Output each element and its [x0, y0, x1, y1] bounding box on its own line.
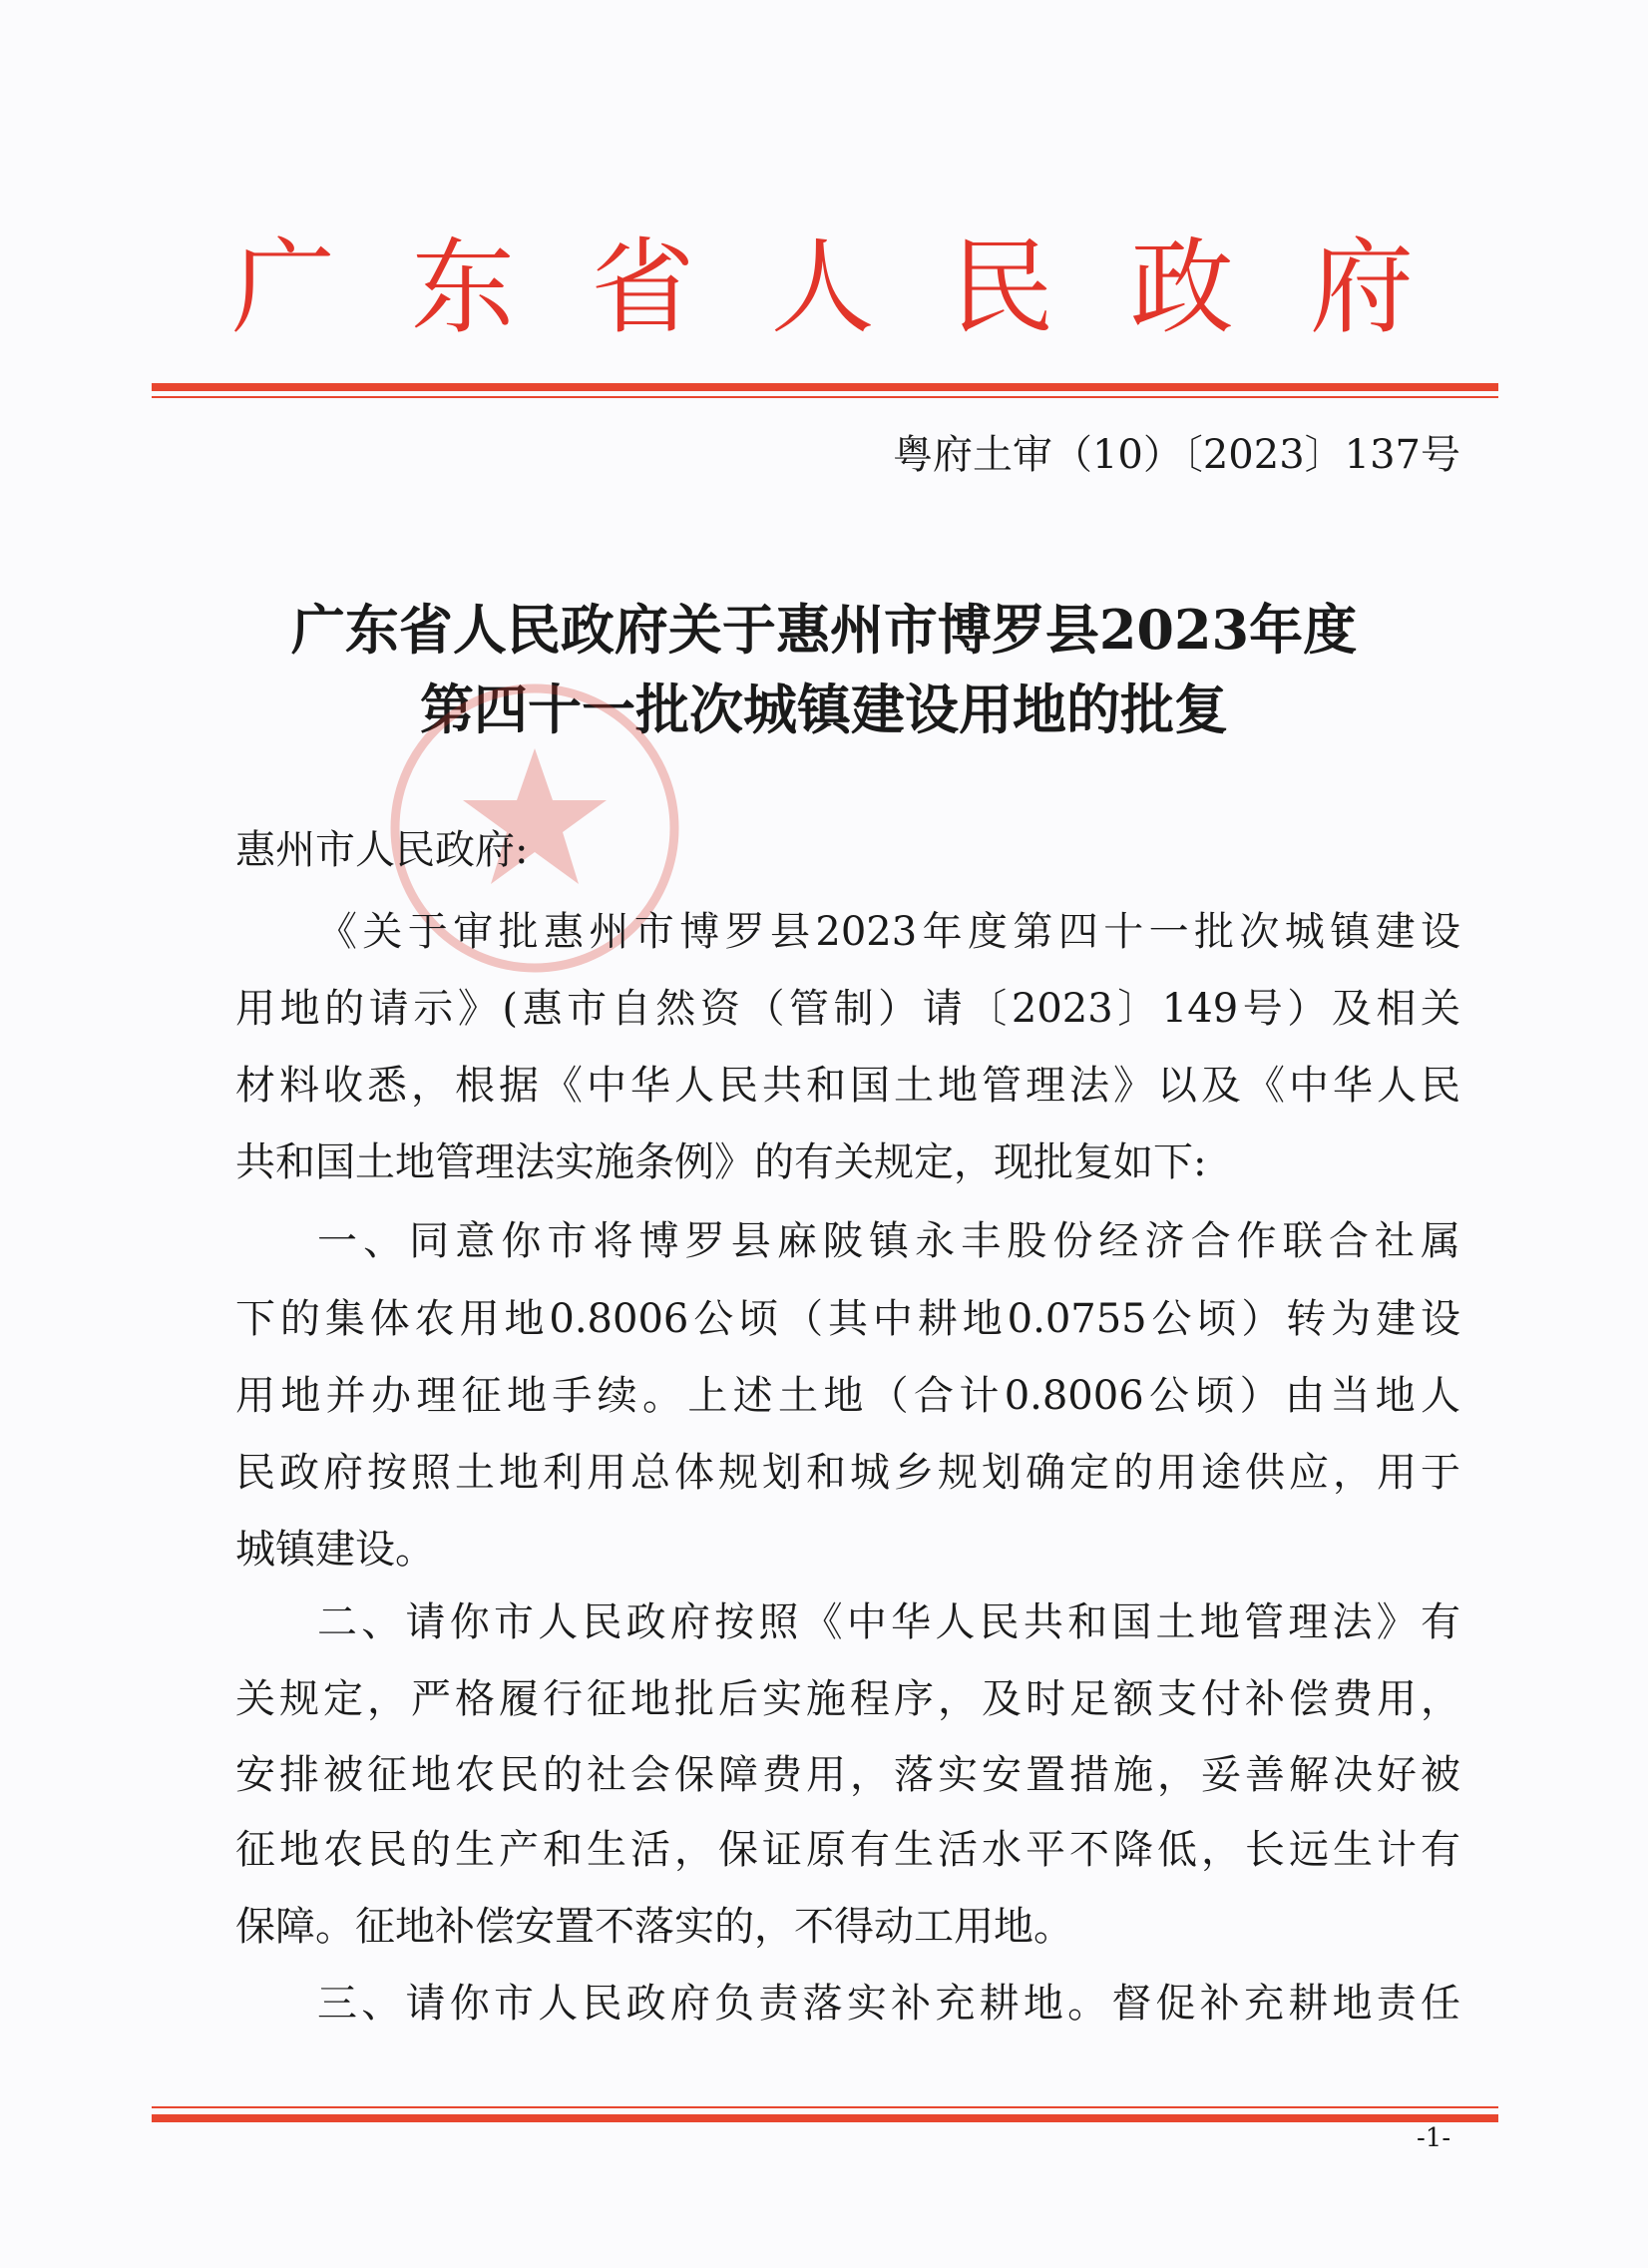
document-title-line2: 第四十一批次城镇建设用地的批复: [420, 678, 1228, 741]
body-line: 材料收悉，根据《中华人民共和国土地管理法》以及《中华人民: [235, 1063, 1460, 1109]
body-line: 民政府按照土地利用总体规划和城乡规划确定的用途供应，用于: [235, 1450, 1460, 1496]
header-char: 政: [1129, 227, 1234, 348]
body-line: 关规定，严格履行征地批后实施程序，及时足额支付补偿费用，: [235, 1676, 1460, 1722]
issuer-header: [231, 227, 1414, 347]
body-line: 征地农民的生产和生活，保证原有生活水平不降低，长远生计有: [235, 1827, 1460, 1873]
body-line: 安排被征地农民的社会保障费用，落实安置措施，妥善解决好被: [235, 1752, 1460, 1798]
document-number: 粤府土审（10）〔2023〕137号: [892, 432, 1460, 478]
header-char: 省: [591, 227, 695, 348]
header-char: 东: [411, 227, 516, 348]
page-number: -1-: [1417, 2123, 1451, 2153]
body-line: 三、请你市人民政府负责落实补充耕地。督促补充耕地责任: [317, 1981, 1460, 2027]
header-char: 府: [1309, 227, 1414, 348]
document-title-line1: 广东省人民政府关于惠州市博罗县2023年度: [290, 598, 1358, 662]
header-char: 人: [770, 227, 875, 348]
addressee: 惠州市人民政府:: [235, 827, 529, 873]
header-rule-thick: [152, 383, 1498, 391]
header-rule-thin: [152, 396, 1498, 398]
body-line: 城镇建设。: [235, 1527, 435, 1573]
body-line: 用地的请示》(惠市自然资（管制）请〔2023〕149号）及相关: [235, 986, 1460, 1032]
body-line: 二、请你市人民政府按照《中华人民共和国土地管理法》有: [317, 1599, 1460, 1645]
body-line: 保障。征地补偿安置不落实的，不得动工用地。: [235, 1904, 1073, 1950]
header-char: 民: [950, 227, 1054, 348]
body-line: 一、同意你市将博罗县麻陂镇永丰股份经济合作联合社属: [317, 1218, 1460, 1264]
footer-rule-thick: [152, 2114, 1498, 2122]
body-line: 下的集体农用地0.8006公顷（其中耕地0.0755公顷）转为建设: [235, 1296, 1460, 1342]
header-char: 广: [231, 227, 336, 348]
body-line: 《关于审批惠州市博罗县2023年度第四十一批次城镇建设: [317, 909, 1460, 955]
footer-rule-thin: [152, 2106, 1498, 2108]
body-line: 用地并办理征地手续。上述土地（合计0.8006公顷）由当地人: [235, 1373, 1460, 1419]
body-line: 共和国土地管理法实施条例》的有关规定，现批复如下:: [235, 1139, 1207, 1185]
